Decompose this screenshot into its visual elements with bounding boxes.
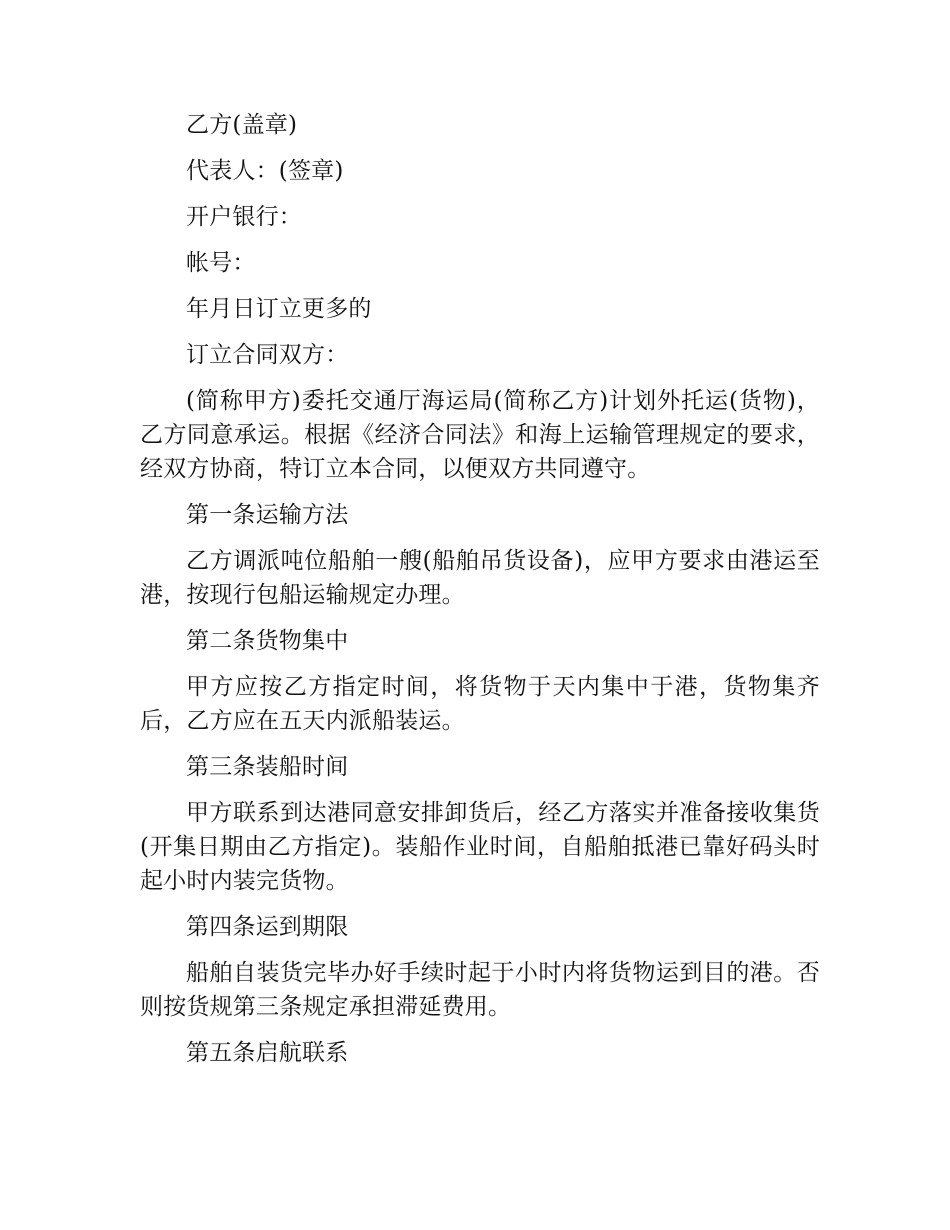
- date-line: 年月日订立更多的: [186, 296, 372, 322]
- article-1-heading: 第一条运输方法: [186, 502, 349, 528]
- article-3-heading: 第三条装船时间: [186, 754, 349, 780]
- article-3-body: 甲方联系到达港同意安排卸货后，经乙方落实并准备接收集货(开集日期由乙方指定)。装船作业时间，自船舶抵港已靠好码头时起小时内装完货物。: [140, 800, 820, 894]
- bank-line: 开户银行：: [186, 204, 302, 230]
- document-body: [140, 108, 820, 1082]
- article-4-body: 船舶自装货完毕办好手续时起于小时内将货物运到目的港。否则按货规第三条规定承担滞延费用。: [140, 960, 820, 1020]
- representative-signature-line: 代表人：(签章): [186, 158, 344, 184]
- party-b-seal-line: 乙方(盖章): [186, 112, 298, 138]
- article-2-body: 甲方应按乙方指定时间，将货物于天内集中于港，货物集齐后，乙方应在五天内派船装运。: [140, 674, 820, 734]
- article-5-heading: 第五条启航联系: [186, 1040, 349, 1066]
- article-1-body: 乙方调派吨位船舶一艘(船舶吊货设备)，应甲方要求由港运至港，按现行包船运输规定办理。: [140, 548, 820, 608]
- account-line: 帐号：: [186, 250, 256, 276]
- preamble-paragraph: (简称甲方)委托交通厅海运局(简称乙方)计划外托运(货物)，乙方同意承运。根据《经济合同法》和海上运输管理规定的要求，经双方协商，特订立本合同，以便双方共同遵守。: [140, 388, 820, 482]
- article-4-heading: 第四条运到期限: [186, 914, 349, 940]
- contracting-parties-heading: 订立合同双方：: [186, 342, 349, 368]
- article-2-heading: 第二条货物集中: [186, 628, 349, 654]
